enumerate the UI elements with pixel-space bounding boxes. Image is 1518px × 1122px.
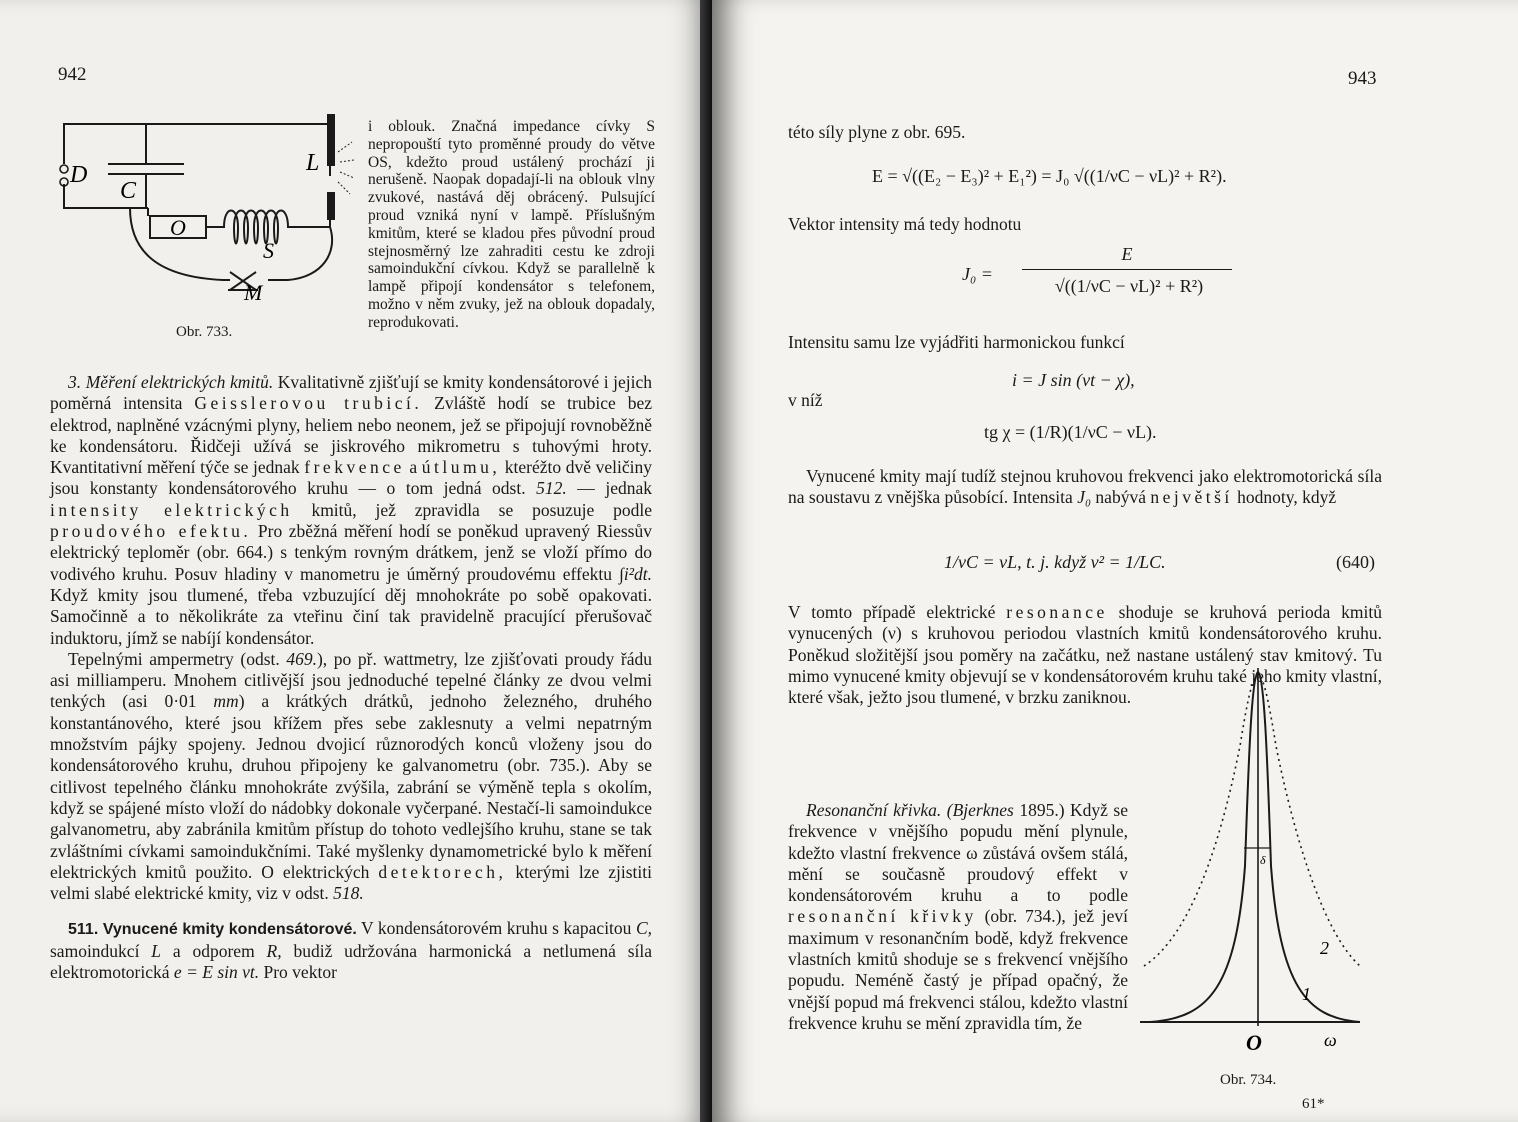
text-run: kteréžto dvě veličiny jsou konstanty kondensátorového kruhu — o tom jedná odst.	[50, 457, 652, 499]
left-main-text	[50, 372, 652, 983]
page-number: 943	[1348, 68, 1377, 89]
spaced-text: resonance	[1006, 602, 1108, 622]
spaced-text: resonanční křivky	[788, 906, 977, 927]
paragraph-forced	[788, 466, 1382, 509]
eq-denominator: √((1/νC − νL)² + R²)	[1054, 276, 1204, 296]
label-origin: O	[1246, 1030, 1262, 1055]
symbol: J₀	[1077, 487, 1092, 508]
line-vector	[788, 214, 1388, 235]
text-line: Intensitu samu lze vyjádřiti harmonickou funkcí	[788, 332, 1125, 352]
formula-inline: e = E sin νt.	[173, 962, 260, 983]
text-run: shoduje se kruhová perioda kmitů vynucených (ν) s kruhovou periodou vlastních kmitů kondensátorového kruhu. Poněkud složitější jsou poměry na začátku, než nastane ustálený stav kmitový. Tu mimo vynucené kmity objevují se v kondensátorovém kruhu také jeho kmity vlastní, které však, ježto jsou tlumené, v brzku zaniknou.	[788, 602, 1382, 708]
text-run: Pro zběžná měření hodí se poněkud upravený Riessův elektrický teploměr (obr. 664.) s tenkým rovným drátkem, jenž se vloží přímo do vodivého kruhu. Posuv hladiny v manometru je úměrný proudovému effektu	[50, 521, 652, 584]
sheet-signature: 61*	[1302, 1096, 1325, 1112]
symbol: L	[151, 940, 162, 961]
text-run: Vynucené kmity mají tudíž stejnou kruhovou frekvenci jako elektromotorická síla na soustavu z vnějška působící. Intensita	[788, 466, 1382, 508]
page-number: 942	[58, 64, 87, 85]
paragraph-measurement	[50, 372, 652, 649]
section-ref: 512.	[536, 478, 567, 499]
equation-640: 1/νC = νL, t. j. když ν² = 1/LC.	[944, 552, 1166, 572]
text-run: Kvalitativně zjišťují se kmity kondensátorové i jejich poměrná intensita	[50, 372, 653, 414]
text-run: a odporem	[161, 940, 267, 961]
label-curve-1: 1	[1302, 984, 1311, 1004]
text-run: — jednak	[566, 478, 652, 499]
figure-734-resonance-curve	[1140, 666, 1370, 1062]
text-run: Když kmity jsou tlumené, třeba vzbuzující děj mnohokráte po sobě opakovati. Samočinně a to několikráte za vteřinu činí tak pravidelně pracující přerušovač induktoru, jímž se nabíjí kondensátor.	[50, 584, 652, 648]
para-title: Resonanční křivka.	[806, 800, 942, 820]
section-ref: 518.	[333, 883, 364, 904]
text-run: V kondensátorovém kruhu s kapacitou	[356, 918, 636, 939]
para-title: Měření elektrických kmitů.	[85, 372, 274, 392]
label-omega: ω	[1324, 1030, 1337, 1050]
text-run: Tepelnými ampermetry (odst.	[68, 648, 287, 669]
fraction-bar	[1022, 269, 1232, 270]
label-o: O	[170, 215, 186, 240]
integral: ∫i²dt.	[619, 563, 652, 584]
side-text	[368, 118, 655, 332]
figure-734-caption: Obr. 734.	[1220, 1072, 1277, 1088]
text-run: (obr. 734.), jež jeví maximum v resonančním bodě, když frekvence vlastních kmitů shoduje se s frekvencí vnějšího popudu. Neméně častý je případ opačný, že vnější popud má frekvenci stálou, kdežto vlastní frekvence kruhu se mění zpravidla tím, že	[788, 906, 1129, 1033]
section-heading: 511. Vynucené kmity kondensátorové.	[68, 921, 357, 939]
eq-numerator: E	[1121, 244, 1133, 264]
spaced-text: největší	[1150, 487, 1233, 508]
equation-2	[962, 244, 1262, 324]
spaced-text: Geisslerovou trubicí.	[194, 393, 423, 414]
text-run: V tomto případě elektrické	[788, 602, 1007, 622]
line-where	[788, 390, 988, 411]
spaced-text: frekvence	[304, 457, 405, 478]
spaced-text: detektorech,	[378, 861, 507, 882]
label-s: S	[263, 238, 274, 263]
line-intensity	[788, 332, 1388, 353]
text-line: v níž	[788, 390, 823, 410]
para-number: 3.	[68, 372, 82, 392]
text-run: a	[404, 457, 422, 478]
spaced-text: proudového efektu.	[50, 521, 252, 542]
label-delta: δ	[1260, 853, 1266, 867]
text-run: hodnoty, když	[1232, 487, 1337, 508]
label-d: D	[70, 162, 88, 188]
text-line: této síly plyne z obr. 695.	[788, 122, 966, 142]
spaced-text: intensity elektrických	[50, 499, 293, 520]
side-paragraph: i oblouk. Značná impedance cívky S nepropouští tyto proměnné proudy do větve OS, kdežto proud ustálený prochází ji nerušeně. Naopak dopadají-li na oblouk vlny zvukové, nastává děj obrácený. Pulsující proud vzniká nyní v lampě. Příslušným kmitům, které se kladou přes původní proud stejnosměrný lze zahraditi cestu ke zdroji samoindukční cívkou. Když se parallelně k lampě připojí kondensátor s telefonem, možno v něm zvuky, jež na oblouk dopadaly, reprodukovati.	[368, 118, 655, 331]
text-line: Vektor intensity má tedy hodnotu	[788, 214, 1022, 234]
section-511	[50, 918, 652, 983]
text-run: samoindukcí	[50, 940, 152, 961]
symbol: R,	[266, 940, 282, 961]
text-run: budiž udržována harmonická a netlumená síla elektromotorická	[50, 940, 652, 983]
text-run: Zvláště hodí se trubice bez elektrod, naplněné vzácnými plyny, heliem nebo neonem, jež se připojují rovnoběžně ke kondensátoru. Řidčeji užívá se jiskrového mikrometru s tuhovými hroty. Kvantitativní měření týče se jednak	[50, 393, 652, 478]
paragraph	[788, 466, 1382, 509]
unit: mm	[213, 691, 239, 712]
figure-733-caption: Obr. 733.	[176, 324, 233, 340]
text-run: kterými lze zjistiti velmi slabé elektrické kmity, viz v odst.	[50, 861, 653, 904]
label-c: C	[120, 178, 137, 204]
right-page	[712, 0, 1518, 1122]
text-run: Pro vektor	[259, 962, 337, 983]
text-run: nabývá	[1091, 487, 1151, 508]
text-run: ), po př. wattmetry, lze zjišťovati proudy řádu asi milliamperu. Mnohem citlivější jsou jednoduché tepelné články ze dvou velmi tenkých (asi 0·01	[50, 648, 652, 712]
text-run: ) a krátkých drátků, jednoho železného, druhého konstantánového, které jsou křížem přes sebe zaklesnuty a velmi nepatrným množstvím pájky spojeny. Jednou dvojicí různorodých konců vloženy jsou do kondensátorového kruhu, druhou připojeny ke galvanometru (obr. 735.). Aby se citlivost tepelného článku mnohokráte zvýšila, zabrání se výměně tepla s okolím, když se spájené místo vloží do nádobky dokonale vyčerpané. Nestačí-li samoindukce galvanometru, aby zabránila kmitům přístup do tohoto vedlejšího kruhu, stane se tak zvláštními cívkami samoindukčními. Také myšlenky dynamometrické bylo k měření elektrických kmitů použito. O elektrických	[50, 691, 652, 882]
symbol: C,	[635, 918, 652, 939]
line-source	[788, 122, 1388, 143]
citation: (Bjerknes	[946, 800, 1014, 820]
section-ref: 469.	[286, 648, 317, 669]
spaced-text: útlumu,	[421, 457, 501, 478]
equation-number: (640)	[1336, 552, 1375, 572]
text-run: kmitů, jež zpravidla se posuzuje podle	[292, 499, 652, 520]
paragraph-ammeters	[50, 649, 652, 905]
equation-4: tg χ = (1/R)(1/νC − νL).	[984, 422, 1157, 442]
equation-1: E = √((E₂ − E₃)² + E₁²) = J₀ √((1/νC − νL)² + R²).	[872, 166, 1227, 186]
figure-733-circuit	[48, 112, 368, 337]
paragraph-resonance-curve	[788, 800, 1128, 1034]
label-curve-2: 2	[1320, 938, 1329, 958]
text-run: 1895.) Když se frekvence ν vnějšího popudu mění plynule, kdežto vlastní frekvence ω zůstává ovšem stálá, mění se současně proudový effekt v kondensátorovém kruhu a to podle	[788, 800, 1128, 906]
left-page	[0, 0, 712, 1122]
label-m: M	[244, 280, 263, 305]
paragraph	[788, 800, 1128, 1034]
equation-3: i = J sin (νt − χ),	[1012, 370, 1135, 390]
eq-lhs: J₀ =	[962, 264, 993, 284]
label-l: L	[306, 150, 320, 176]
